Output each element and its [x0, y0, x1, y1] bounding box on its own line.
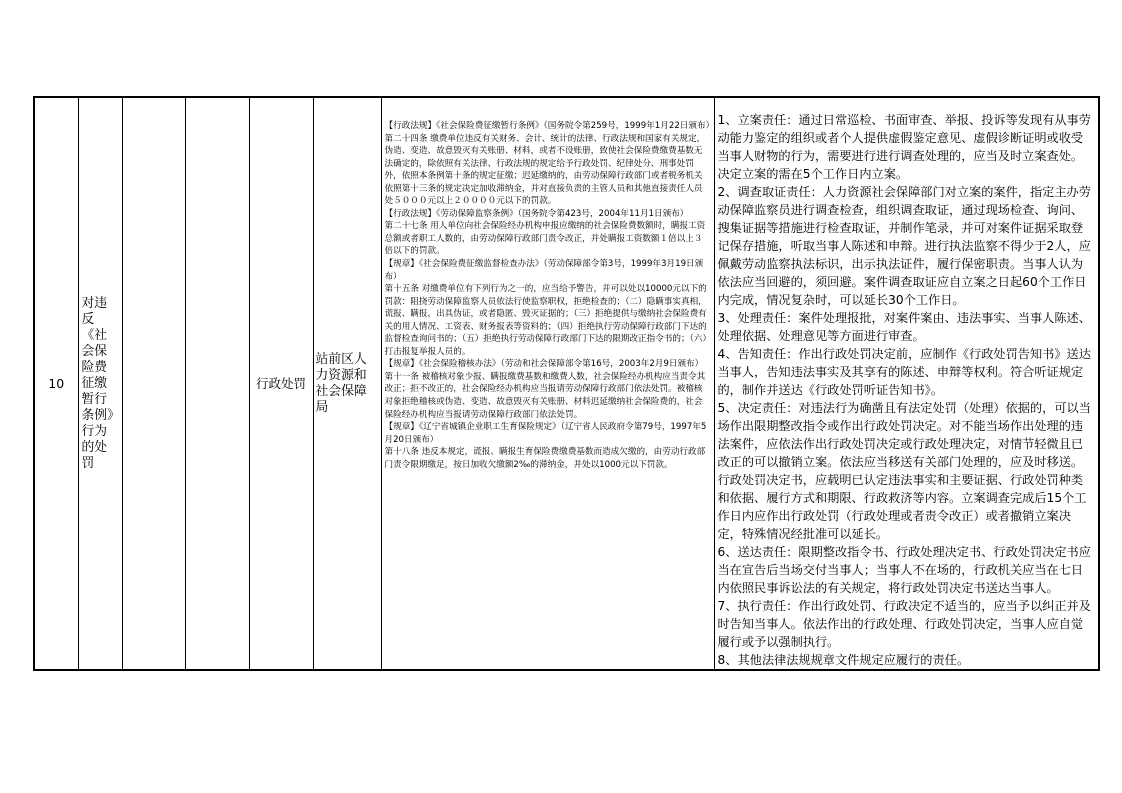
basis-paragraph: 【行政法规】《劳动保障监察条例》（国务院令第423号，2004年11月1日颁布） — [384, 208, 689, 219]
seq-number: 10 — [48, 375, 65, 391]
table-row — [34, 97, 1099, 670]
sub-item-cell — [122, 97, 185, 670]
duty-cell — [714, 97, 1099, 670]
responsibility-table — [33, 96, 1100, 671]
duty-item: 2、调查取证责任：人力资源社会保障部门对立案的案件，指定主办劳动保障监察员进行调查检查，组织调查取证，通过现场检查、询问、搜集证据等措施进行检查取证，并制作笔录，并可对案件证据采取登记保存措施，听取当事人陈述和申辩。进行执法监察不得少于2人，应佩戴劳动监察执法标识，出示执法证件，履行保密职责。当事人认为依法应当回避的，须回避。案件调查取证应自立案之日起60个工作日内完成，情况复杂时，可以延长30个工作日。 — [717, 185, 1091, 307]
basis-paragraph: 第十八条 违反本规定，谎报、瞒报生育保险费缴费基数而造成欠缴的，由劳动行政部门责令限期缴足，按日加收欠缴额2‰的滞纳金，并处以1000元以下罚款。 — [384, 447, 706, 470]
basis-paragraph: 第十一条 被稽核对象少报、瞒报缴费基数和缴费人数，社会保险经办机构应当责令其改正；拒不改正的，社会保险经办机构应当报请劳动保障行政部门依法处罚。被稽核对象拒绝稽核或伪造、变造、故意毁灭有关账册、材料迟延缴纳社会保险费的，社会保险经办机构应当报请劳动保障行政部门依法处罚。 — [384, 371, 706, 420]
basis-paragraph: 【行政法规】《社会保险费征缴暂行条例》（国务院令第259号，1999年1月22日颁布） — [384, 121, 715, 131]
duty-item: 6、送达责任：限期整改指令书、行政处理决定书、行政处罚决定书应当在宣告后当场交付当事人；当事人不在场的，行政机关应当在七日内依照民事诉讼法的有关规定，将行政处罚决定书送达当事人。 — [717, 545, 1091, 595]
basis-paragraph: 第十五条 对缴费单位有下列行为之一的，应当给予警告，并可以处以10000元以下的罚款：阻挠劳动保障监察人员依法行使监察职权，拒绝检查的；（二）隐瞒事实真相，谎报、瞒报，出具伪证，或者隐匿、毁灭证据的；（三）拒绝提供与缴纳社会保险费有关的用人情况、工资表、财务报表等资料的；（四）拒绝执行劳动保障行政部门下达的监督检查询问书的；（五）拒绝执行劳动保障行政部门下达的限期改正指令书的；（六）打击报复举报人员的。 — [384, 284, 707, 357]
duty-item: 7、执行责任：作出行政处罚、行政决定不适当的，应当予以纠正并及时告知当事人。依法作出的行政处理、行政处罚决定，当事人应自觉履行或予以强制执行。 — [717, 599, 1091, 649]
duty-item: 5、决定责任：对违法行为确凿且有法定处罚（处理）依据的，可以当场作出限期整改指令或作出行政处罚决定。对不能当场作出处理的违法案件，应依法作出行政处罚决定或行政处理决定，对情节轻微且已改正的可以撤销立案。依法应当移送有关部门处理的，应及时移送。行政处罚决定书，应载明已认定违法事实和主要证据、行政处罚种类和依据、履行方式和期限、行政救济等内容。立案调查完成后15个工作日内应作出行政处罚（行政处理或者责令改正）或者撤销立案决定，特殊情况经批准可以延长。 — [717, 401, 1091, 541]
seq-cell — [34, 97, 78, 670]
department-cell — [313, 97, 381, 670]
duty-item: 8、其他法律法规规章文件规定应履行的责任。 — [717, 653, 970, 667]
duty-item: 1、立案责任：通过日常巡检、书面审查、举报、投诉等发现有从事劳动能力鉴定的组织或者个人提供虚假鉴定意见、虚假诊断证明或收受当事人财物的行为，需要进行进行调查处理的，应当及时立案查处。决定立案的需在5个工作日内立案。 — [717, 113, 1091, 181]
basis-paragraph: 第二十四条 缴费单位违反有关财务、会计、统计的法律、行政法规和国家有关规定，伪造、变造、故意毁灭有关账册、材料，或者不设账册，致使社会保险费缴费基数无法确定的，除依照有关法律、行政法规的规定给予行政处罚、纪律处分、刑事处罚外，依照本条例第十条的规定征缴；迟延缴纳的，由劳动保障行政部门或者税务机关依照第十三条的规定决定加收滞纳金，并对直接负责的主管人员和其他直接责任人员处５０００元以上２００００元以下的罚款。 — [384, 133, 706, 207]
duty-item: 4、告知责任：作出行政处罚决定前，应制作《行政处罚告知书》送达当事人，告知违法事实及其享有的陈述、申辩等权利。符合听证规定的，制作并送达《行政处罚听证告知书》。 — [717, 347, 1091, 397]
basis-paragraph: 【规章】《辽宁省城镇企业职工生育保险规定》（辽宁省人民政府令第79号，1997年5月20日颁布） — [384, 422, 707, 445]
legal-basis-cell — [381, 97, 714, 670]
code-cell — [185, 97, 249, 670]
category: 行政处罚 — [255, 375, 306, 391]
duty-item: 3、处理责任：案件处理报批，对案件案由、违法事实、当事人陈述、处理依据、处理意见等方面进行审查。 — [717, 311, 1091, 343]
basis-paragraph: 【规章】《社会保险稽核办法》（劳动和社会保障部令第16号，2003年2月9日颁布） — [384, 359, 704, 370]
basis-paragraph: 【规章】《社会保险费征缴监督检查办法》（劳动保障部令第3号，1999年3月19日颁布） — [384, 259, 704, 282]
basis-paragraph: 第二十七条 用人单位向社会保险经办机构申报应缴纳的社会保险费数额时，瞒报工资总额或者职工人数的，由劳动保障行政部门责令改正，并处瞒报工资数额１倍以上３倍以下的罚款。 — [384, 221, 706, 257]
item-name: 对违反《社会保险费征缴暂行条例》行为的处罚 — [81, 295, 114, 471]
department: 站前区人力资源和社会保障局 — [315, 351, 367, 415]
item-name-cell — [78, 97, 122, 670]
category-cell — [249, 97, 313, 670]
